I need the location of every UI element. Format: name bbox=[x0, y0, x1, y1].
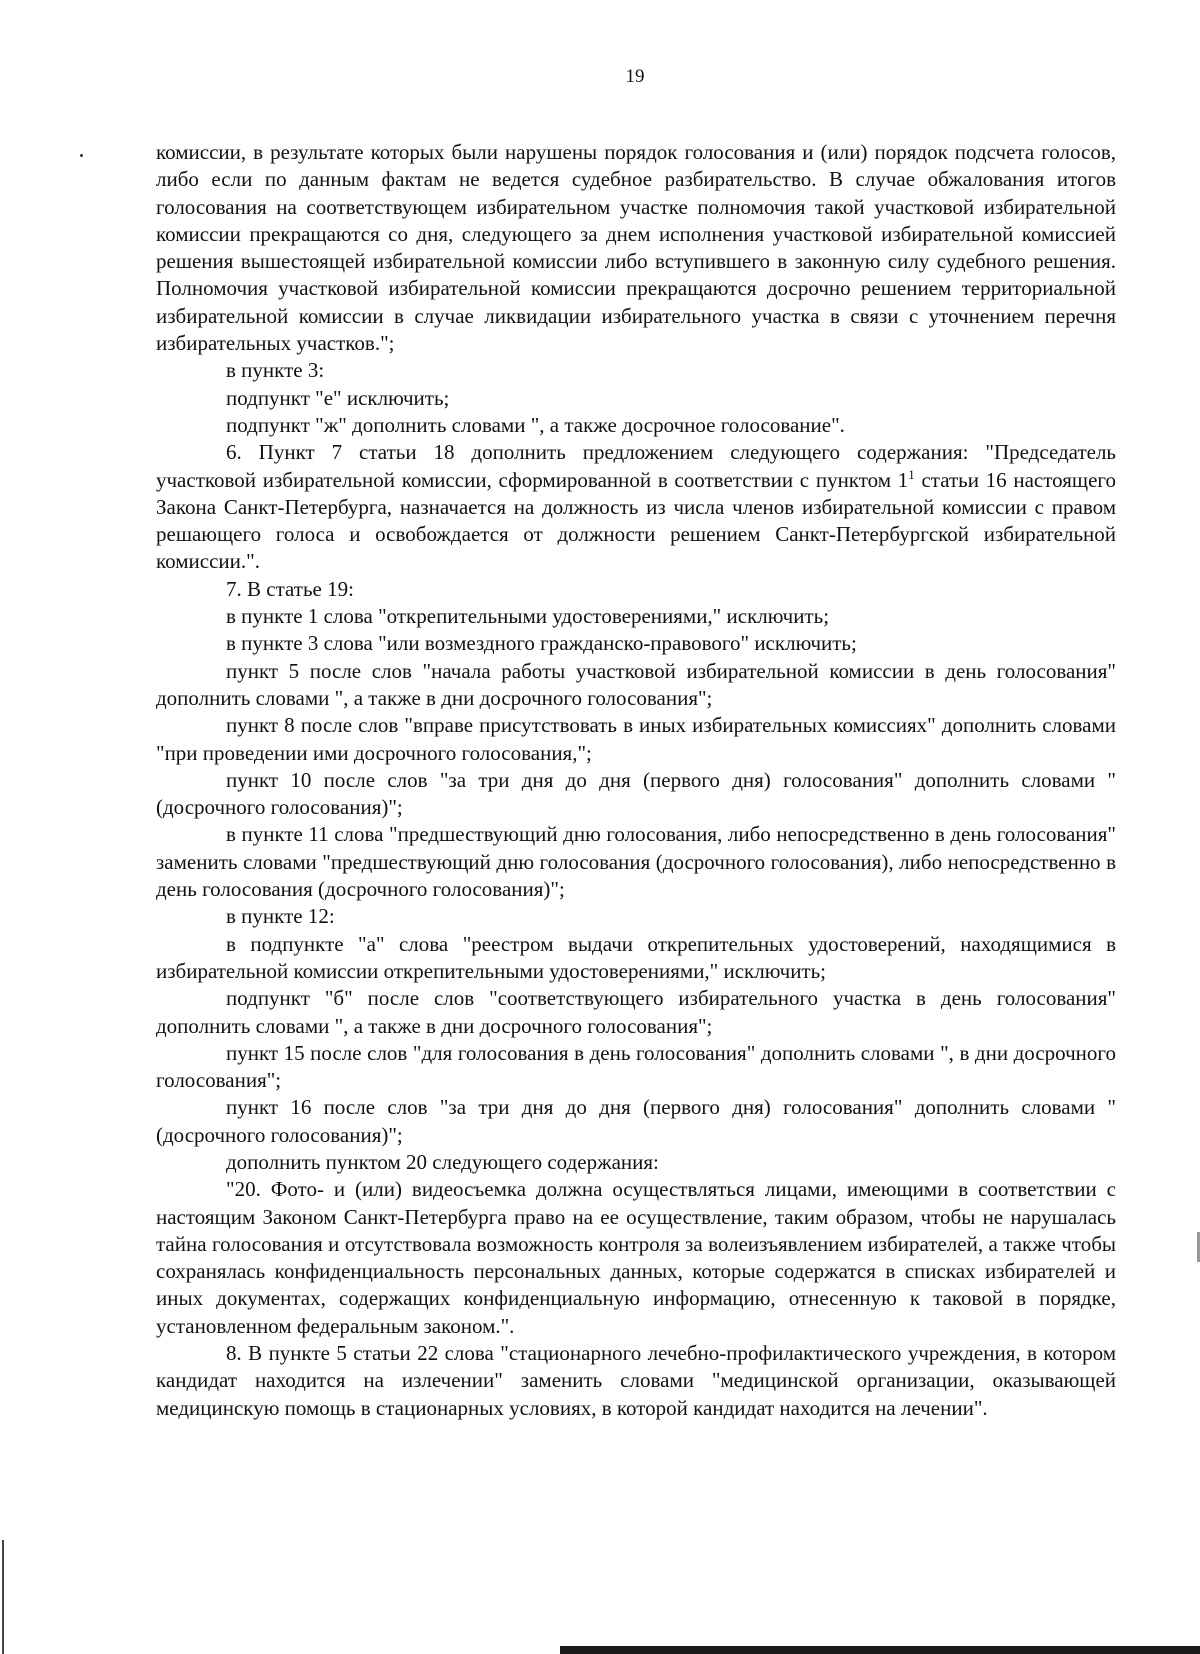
paragraph: в подпункте "а" слова "реестром выдачи открепительных удостоверений, находящимися в избирательной комиссии открепительными удостоверениями," исключить; bbox=[156, 931, 1116, 983]
superscript: 1 bbox=[908, 466, 915, 482]
scan-bottom-edge bbox=[560, 1646, 1200, 1654]
paragraph: пункт 10 после слов "за три дня до дня (первого дня) голосования" дополнить словами "(досрочного голосования)"; bbox=[156, 767, 1116, 820]
item-6-text: 6. Пункт 7 статьи 18 дополнить предложением следующего содержания: "Председатель участковой избирательной комиссии, сформированной в соответствии с пунктом 1 bbox=[156, 440, 1116, 492]
page-number: 19 bbox=[625, 66, 645, 87]
paragraph: в пункте 3: bbox=[226, 358, 325, 383]
paragraph: пункт 5 после слов "начала работы участковой избирательной комиссии в день голосования" дополнить словами ", а также в дни досрочного голосования"; bbox=[156, 658, 1116, 710]
item-6-text-cont: статьи 16 настоящего Закона Санкт-Петербурга, назначается на должность из числа членов избирательной комиссии с правом решающего голоса и освобождается от должности решением Санкт-Петербургской избирательной комиссии.". bbox=[156, 467, 1116, 574]
paragraph-continuation: комиссии, в результате которых были нарушены порядок голосования и (или) порядок подсчета голосов, либо если по данным фактам не ведется судебное разбирательство. В случае обжалования итогов голосования на соответствующем избирательном участке полномочия такой участковой избирательной комиссии прекращаются со дня, следующего за днем исполнения участковой избирательной комиссией решения вышестоящей избирательной комиссии либо вступившего в законную силу судебного решения. Полномочия участковой избирательной комиссии прекращаются досрочно решением территориальной избирательной комиссии в случае ликвидации избирательного участка в связи с уточнением перечня избирательных участков."; bbox=[156, 140, 1116, 356]
paragraph-item-8: 8. В пункте 5 статьи 22 слова "стационарного лечебно-профилактического учреждения, в котором кандидат находится на излечении" заменить словами "медицинской организации, оказывающей медицинскую помощь в стационарных условиях, в которой кандидат находится на лечении". bbox=[156, 1341, 1116, 1420]
paragraph: в пункте 12: bbox=[226, 904, 335, 929]
paragraph: в пункте 1 слова "открепительными удостоверениями," исключить; bbox=[226, 604, 830, 629]
document-body bbox=[156, 139, 1116, 1422]
paragraph: подпункт "ж" дополнить словами ", а также досрочное голосование". bbox=[226, 412, 845, 437]
scan-margin-line bbox=[2, 1540, 4, 1654]
paragraph: в пункте 11 слова "предшествующий дню голосования, либо непосредственно в день голосования" заменить словами "предшествующий дню голосования (досрочного голосования), либо непосредственно в день голосования (досрочного голосования)"; bbox=[156, 822, 1116, 902]
paragraph: пункт 8 после слов "вправе присутствовать в иных избирательных комиссиях" дополнить словами "при проведении ими досрочного голосования,"; bbox=[156, 713, 1116, 765]
paragraph: в пункте 3 слова "или возмездного гражданско-правового" исключить; bbox=[226, 631, 857, 656]
paragraph: подпункт "е" исключить; bbox=[226, 385, 450, 410]
paragraph-item-6 bbox=[156, 439, 1116, 575]
paragraph-point-20: "20. Фото- и (или) видеосъемка должна осуществляться лицами, имеющими в соответствии с настоящим Законом Санкт-Петербурга право на ее осуществление, таким образом, чтобы не нарушалась тайна голосования и отсутствовала возможность контроля за волеизъявлением избирателей, а также чтобы сохранялась конфиденциальность персональных данных, которые содержатся в списках избирателей и иных документах, содержащих конфиденциальную информацию, отнесенную к таковой в порядке, установленном федеральным законом.". bbox=[156, 1177, 1116, 1338]
paragraph: подпункт "б" после слов "соответствующего избирательного участка в день голосования" дополнить словами ", а также в дни досрочного голосования"; bbox=[156, 986, 1116, 1038]
scan-speck bbox=[80, 154, 83, 157]
paragraph: пункт 16 после слов "за три дня до дня (первого дня) голосования" дополнить словами "(досрочного голосования)"; bbox=[156, 1095, 1116, 1147]
paragraph-item-7: 7. В статье 19: bbox=[226, 576, 354, 601]
paragraph: дополнить пунктом 20 следующего содержания: bbox=[226, 1149, 659, 1174]
paragraph: пункт 15 после слов "для голосования в день голосования" дополнить словами ", в дни досрочного голосования"; bbox=[156, 1040, 1116, 1093]
